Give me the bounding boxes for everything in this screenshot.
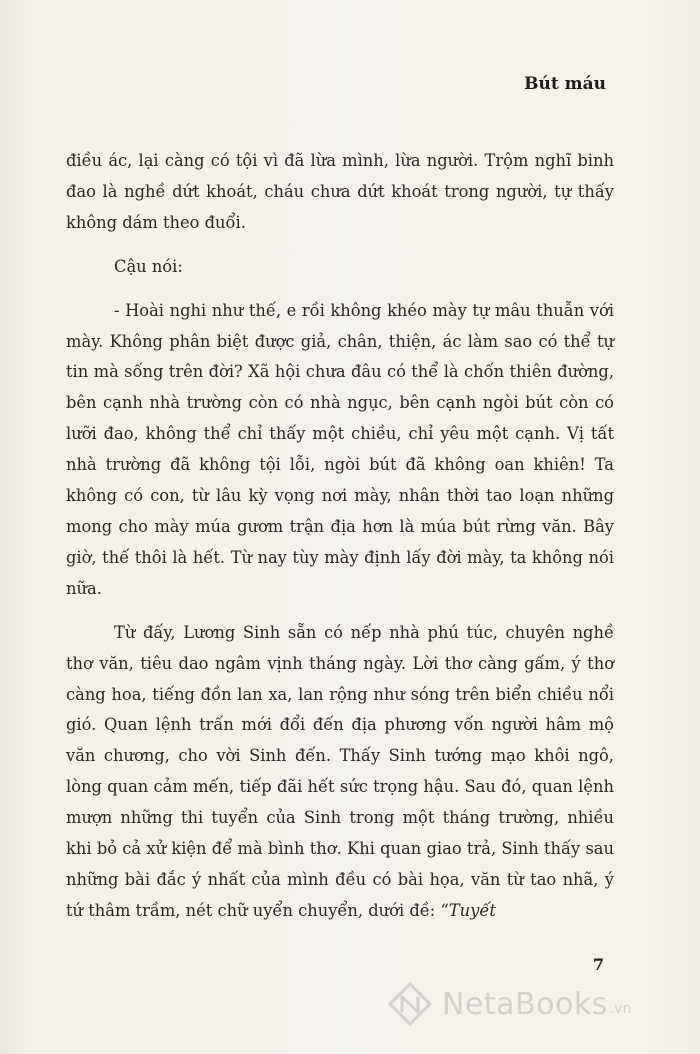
paragraph-1: điều ác, lại càng có tội vì đã lừa mình, lừa người. Trộm nghĩ binh đao là nghề dứt khoát, cháu chưa dứt khoát trong người, tự thấy không dám theo đuổi. [66, 151, 614, 232]
watermark-brand: NetaBooks [442, 986, 608, 1022]
page-number: 7 [592, 955, 604, 974]
paragraph-4-text: Từ đấy, Lương Sinh sẵn có nếp nhà phú túc, chuyên nghề thơ văn, tiêu dao ngâm vịnh tháng ngày. Lời thơ càng gấm, ý thơ càng hoa, tiếng đồn lan xa, lan rộng như sóng trên biển chiều nổi gió. Quan lệnh trấn mới đổi đến địa phương vốn người hâm mộ văn chương, cho vời Sinh đến. Thấy Sinh tướng mạo khôi ngô, lòng quan cảm mến, tiếp đãi hết sức trọng hậu. Sau đó, quan lệnh mượn những thi tuyển của Sinh trong một tháng trường, nhiều khi bỏ cả xử kiện để mà bình thơ. Khi quan giao trả, Sinh thấy sau những bài đắc ý nhất của mình đều có bài họa, văn từ tao nhã, ý tứ thâm trầm, nét chữ uyển chuyển, dưới đề: [66, 622, 614, 920]
paragraph-3: - Hoài nghi như thế, e rồi không khéo mày tự mâu thuẫn với mày. Không phân biệt được giả, chân, thiện, ác làm sao có thể tự tin mà sống trên đời? Xã hội chưa đâu có thể là chốn thiên đường, bên cạnh nhà trường còn có nhà ngục, bên cạnh ngòi bút còn có lưỡi đao, không thể chỉ thấy một chiều, chỉ yêu một cạnh. Vị tất nhà trường đã không tội lỗi, ngòi bút đã không oan khiên! Ta không có con, từ lâu kỳ vọng nơi mày, nhân thời tao loạn những mong cho mày múa gươm trận địa hơn là múa bút rừng văn. Bây giờ, thế thôi là hết. Từ nay tùy mày định lấy đời mày, ta không nói nữa. [66, 300, 614, 598]
running-head: Bút máu [524, 74, 606, 94]
body-text [66, 146, 614, 927]
watermark [388, 976, 631, 1032]
paragraph-4-italic-tail: “Tuyết [440, 900, 496, 920]
paragraph-4 [66, 618, 614, 927]
netabooks-logo-icon [388, 982, 432, 1026]
paragraph-2: Cậu nói: [114, 256, 183, 276]
watermark-tld: .vn [609, 1001, 632, 1017]
